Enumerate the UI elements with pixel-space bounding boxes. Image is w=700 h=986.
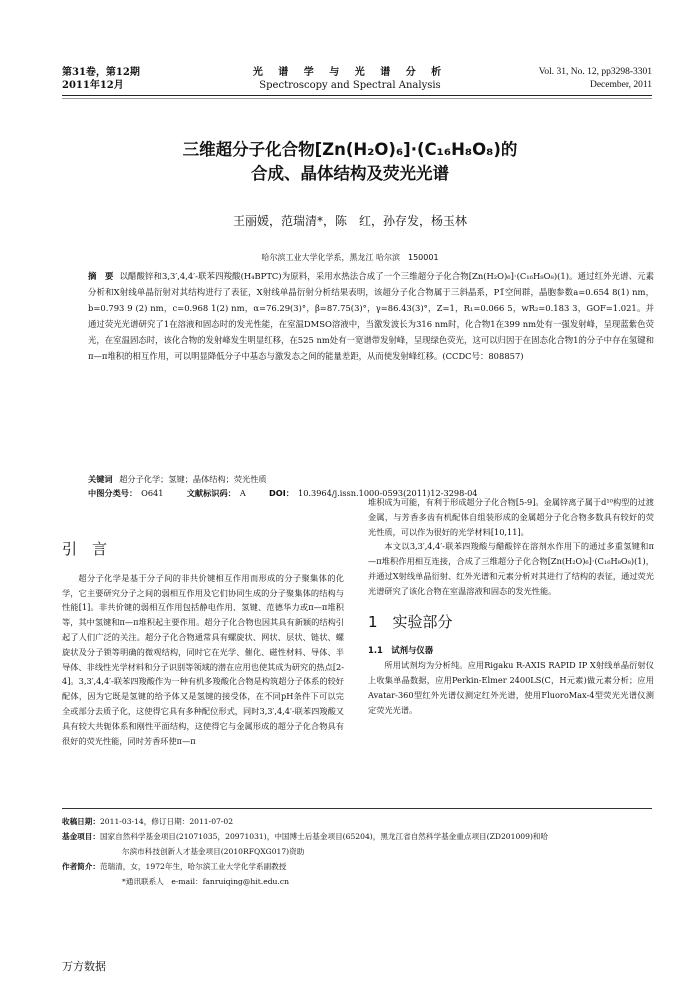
journal-pages-info (470, 66, 652, 92)
author-bio-label: 作者简介： (62, 862, 100, 871)
footnotes (62, 814, 662, 889)
corresponding-contact: *通讯联系人 e-mail：fanruiqing@hit.edu.cn (122, 877, 289, 886)
received-label: 收稿日期： (62, 817, 100, 826)
journal-name-en: Spectroscopy and Spectral Analysis (259, 80, 441, 91)
keywords-text: 超分子化学；氢键；晶体结构；荧光性质 (119, 474, 267, 484)
affiliation: 哈尔滨工业大学化学系，黑龙江 哈尔滨 150001 (261, 253, 439, 262)
header-rule (62, 95, 652, 96)
reagents-heading: 1.1 试剂与仪器 (368, 645, 434, 656)
journal-issue-info (62, 66, 140, 92)
date-line: 2011年12月 (62, 80, 124, 91)
date-en: December, 2011 (589, 80, 652, 90)
reagents-paragraph: 所用试剂均为分析纯。应用Rigaku R-AXIS RAPID IP X射线单晶衍射仪上收集单晶数据，应用Perkin-Elmer 2400LS(C，H元素)做元素分析；应用Avatar-360型红外光谱仪测定红外光谱，使用FluoroMax-4型荧光光谱仪测定荧光光谱。 (368, 660, 654, 715)
title-line-2: 合成、晶体结构及荧光光谱 (251, 164, 449, 183)
received-dates: 2011-03-14，修订日期：2011-07-02 (99, 817, 234, 826)
journal-name (240, 66, 460, 92)
classification-value: O641 (141, 488, 164, 498)
volume-line: 第31卷，第12期 (62, 67, 140, 78)
abstract (88, 268, 654, 364)
journal-name-cn: 光 谱 学 与 光 谱 分 析 (252, 67, 448, 78)
abstract-text: 以醋酸锌和3,3′,4,4′-联苯四羧酸(H₄BPTC)为原料，采用水热法合成了一个三维超分子化合物[Zn(H₂O)₆]·(C₁₆H₈O₈)(1)。通过红外光谱、元素分析和X射线单晶衍射对其结构进行了表征，X射线单晶衍射分析结果表明，该超分子化合物属于三斜晶系，P1̄空间群，晶胞参数a=0.654 8(1) nm，b=0.793 9 (2) nm，c=0.968 1(2) nm，α=76.29(3)°，β=87.75(3)°，γ=86.43(3)°，Z=1，R₁=0.066 5，wR₂=0.183 3，GOF=1.021。并通过荧光光谱研究了1在溶液和固态时的发光性能，在室温DMSO溶液中，当激发波长为316 nm时，化合物1在399 nm处有一强发射峰，呈现蓝紫色荧光，在室温固态时，该化合物的发射峰发生明显红移，在525 nm处有一宽谱带发射峰，呈现绿色荧光，这可以归因于在固态化合物1的分子中存在氢键和π—π堆积的相互作用，可以明显降低分子中基态与激发态之间的能量差距，从而使发射峰红移。(CCDC号：808857) (88, 271, 654, 361)
intro-paragraph-2: 本文以3,3′,4,4′-联苯四羧酸与醋酸锌在溶剂水作用下的通过多重氢键和π—π堆积作用相互连接，合成了三维超分子化合物[Zn(H₂O)₆]·(C₁₆H₈O₈)(1)，并通过X射线单晶衍射、红外光谱和元素分析对其进行了结构的表征，通过荧光光谱研究了该化合物在室温溶液和固态的发光性能。 (368, 541, 654, 596)
doi-label: DOI： (268, 488, 294, 498)
doc-code-value: A (239, 488, 246, 498)
header-rule-thin (62, 98, 652, 99)
intro-paragraph-1: 超分子化学是基于分子间的非共价键相互作用而形成的分子聚集体的化学，它主要研究分子之间的弱相互作用及它们协同生成的分子聚集体的结构与性能[1]。非共价键的弱相互作用包括静电作用、氢键、范德华力或π—π堆积等，其中氢键和π—π堆积起主要作用。超分子化合物也因其具有新颖的结构引起了人们广泛的关注。超分子化合物通常具有螺旋状、网状、层状、链状、螺旋状及分子锁等明确的微观结构，同时它在光学、催化、磁性材料、导体、半导体、非线性光学材料和分子识别等领域的潜在应用也使其成为研究的热点[2-4]。3,3′,4,4′-联苯四羧酸作为一种有机多羧酸化合物是构筑超分子体系的较好配体，因为它既是氢键的给予体又是氢键的接受体，在不同pH条件下可以完全或部分去质子化，这使得它具有多种配位形式，同时3,3′,4,4′-联苯四羧酸又具有较大共轭体系和刚性平面结构，这使得它与金属形成的超分子化合物具有很好的荧光性能，同时芳香环使π—π (62, 572, 344, 746)
article-title (60, 138, 640, 186)
keywords-label: 关键词 (88, 474, 113, 484)
watermark: 万方数据 (62, 960, 106, 973)
authors: 王丽媛，范瑞清*，陈 红，孙存发，杨玉林 (232, 214, 467, 228)
left-column (62, 542, 344, 748)
right-column (368, 495, 654, 717)
classification-label: 中图分类号： (88, 488, 138, 498)
fund-text-1: 国家自然科学基金项目(21071035，20971031)，中国博士后基金项目(65204)，黑龙江省自然科学基金重点项目(ZD201009)和哈 (99, 832, 549, 841)
doi-value: 10.3964/j.issn.1000-0593(2011)12-3298-04 (297, 488, 478, 498)
experimental-heading: 1 实验部分 (368, 612, 453, 631)
footnote-rule (62, 808, 652, 809)
fund-text-2: 尔滨市科技创新人才基金项目(2010RFQXG017)资助 (122, 847, 305, 856)
intro-heading: 引 言 (62, 540, 108, 558)
intro-paragraph-1-cont: 堆积成为可能，有利于形成超分子化合物[5-9]。金属锌离子属于d¹⁰构型的过渡金属，与芳香多齿有机配体自组装形成的金属超分子化合物多数具有较好的荧光性质，可以作为很好的光学材料[10,11]。 (368, 497, 654, 537)
vol-info: Vol. 31, No. 12, pp3298-3301 (538, 67, 652, 77)
doc-code-label: 文献标识码： (186, 488, 236, 498)
author-bio: 范瑞清，女，1972年生，哈尔滨工业大学化学系副教授 (99, 862, 287, 871)
fund-label: 基金项目： (62, 832, 100, 841)
title-line-1: 三维超分子化合物[Zn(H₂O)₆]·(C₁₆H₈O₈)的 (182, 140, 518, 159)
abstract-label: 摘 要 (88, 271, 114, 281)
